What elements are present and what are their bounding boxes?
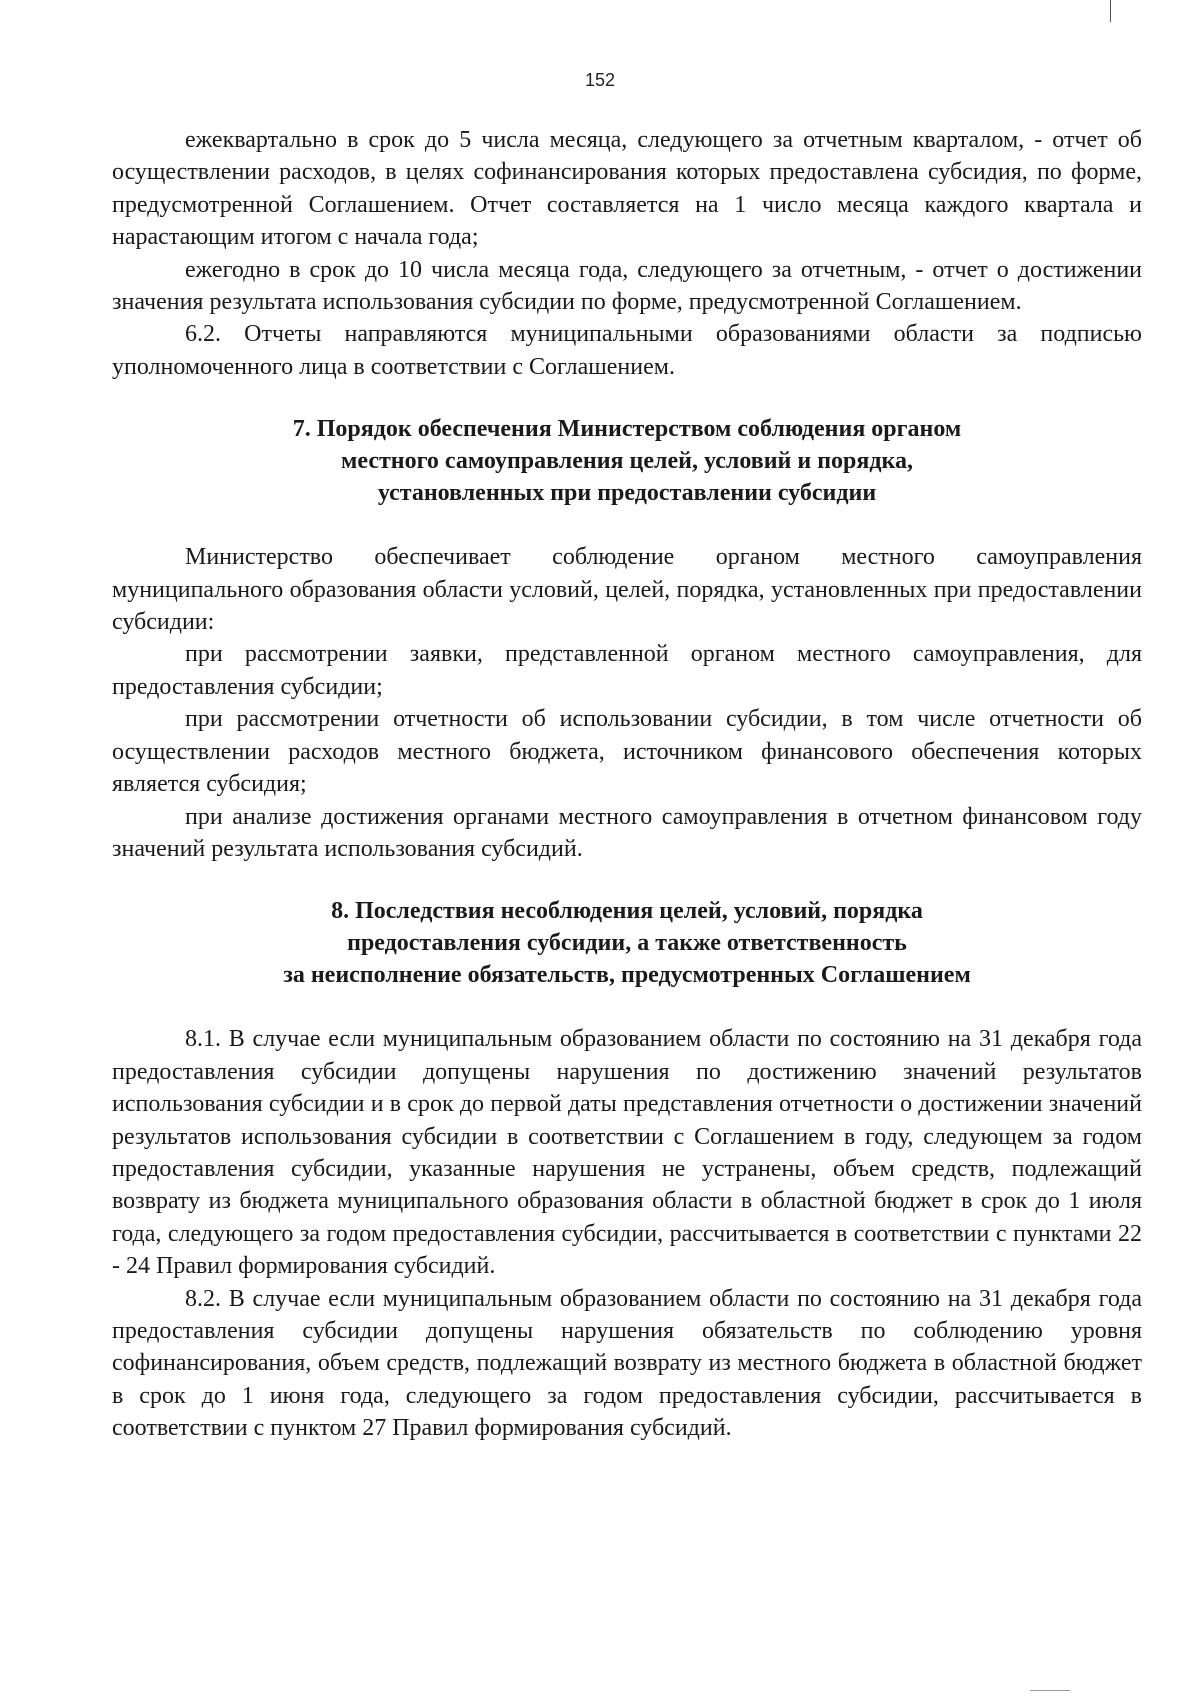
paragraph: при рассмотрении заявки, представленной органом местного самоуправления, для предоставления субсидии; [112,641,1142,700]
paragraph: 8.2. В случае если муниципальным образованием области по состоянию на 31 декабря года предоставления субсидии допущены нарушения обязательств по соблюдению уровня софинансирования, объем средств, подлежащий возврату из местного бюджета в областной бюджет в срок до 1 июня года, следующего за годом предоставления субсидии, рассчитывается в соответствии с пунктом 27 Правил формирования субсидий. [112,1285,1142,1442]
page-number: 152 [584,70,616,90]
section-6-continuation [112,124,1142,383]
heading-line: предоставления субсидии, а также ответственность [347,930,907,957]
scan-artifact-bottom [1030,1690,1070,1691]
heading-line: установленных при предоставлении субсидии [377,480,877,507]
section-7-heading [112,413,1142,509]
paragraph: ежегодно в срок до 10 числа месяца года, следующего за отчетным, - отчет о достижении значения результата использования субсидии по форме, предусмотренной Соглашением. [112,256,1142,316]
paragraph: Министерство обеспечивает соблюдение органом местного самоуправления муниципального образования области условий, целей, порядка, установленных при предоставлении субсидии: [112,544,1142,636]
section-8-heading [112,895,1142,991]
section-8 [112,895,1142,1444]
paragraph: 6.2. Отчеты направляются муниципальными образованиями области за подписью уполномоченного лица в соответствии с Соглашением. [112,321,1142,380]
document-body [112,124,1142,1445]
paragraph: 8.1. В случае если муниципальным образованием области по состоянию на 31 декабря года предоставления субсидии допущены нарушения по достижению значений результатов использования субсидии и в срок до первой даты представления отчетности о достижении значений результатов использования субсидии в соответствии с Соглашением в году, следующем за годом предоставления субсидии, указанные нарушения не устранены, объем средств, подлежащий возврату из бюджета муниципального образования области в областной бюджет в срок до 1 июля года, следующего за годом предоставления субсидии, рассчитывается в соответствии с пунктами 22 - 24 Правил формирования субсидий. [112,1026,1142,1280]
heading-line: 8. Последствия несоблюдения целей, условий, порядка [331,898,923,925]
heading-line: за неисполнение обязательств, предусмотренных Соглашением [283,962,971,989]
heading-line: местного самоуправления целей, условий и порядка, [341,448,913,475]
section-7 [112,413,1142,865]
paragraph: ежеквартально в срок до 5 числа месяца, следующего за отчетным кварталом, - отчет об осуществлении расходов, в целях софинансирования которых предоставлена субсидия, по форме, предусмотренной Соглашением. Отчет составляется на 1 число месяца каждого квартала и нарастающим итогом с начала года; [112,127,1142,251]
paragraph: при рассмотрении отчетности об использовании субсидии, в том числе отчетности об осуществлении расходов местного бюджета, источником финансового обеспечения которых является субсидия; [112,706,1142,798]
scan-artifact-top [1110,0,1111,22]
paragraph: при анализе достижения органами местного самоуправления в отчетном финансовом году значений результата использования субсидий. [112,803,1142,862]
heading-line: 7. Порядок обеспечения Министерством соблюдения органом [292,416,962,443]
